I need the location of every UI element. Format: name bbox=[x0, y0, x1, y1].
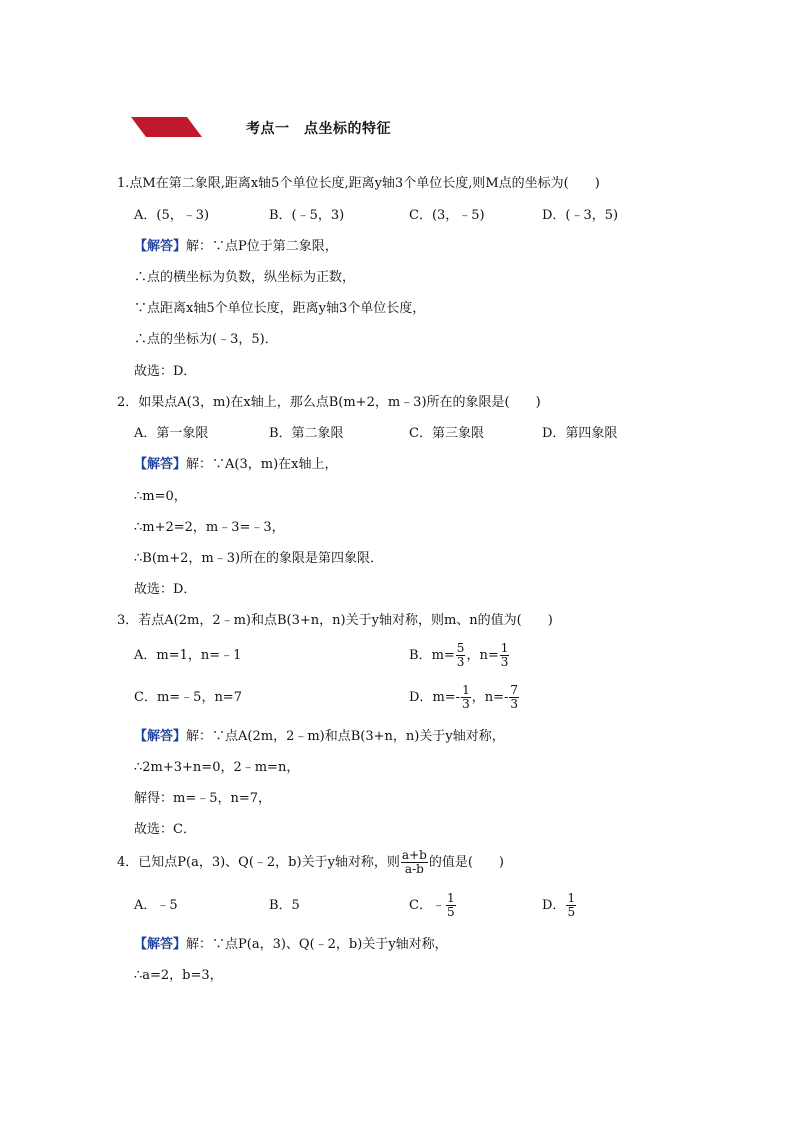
q2-solution-line-5: 故选：D． bbox=[134, 582, 197, 597]
q1-solution-line-2: ∴点的横坐标为负数，纵坐标为正数， bbox=[134, 270, 356, 285]
fraction: $\frac{5}{3}$ bbox=[456, 641, 465, 669]
q4-option-d: D． $\frac{1}{5}$ bbox=[542, 891, 576, 919]
q2-solution-line-1: 【解答】解：∵A(3，m)在x轴上， bbox=[134, 457, 338, 472]
q1-stem: 1.点M在第二象限,距离x轴5个单位长度,距离y轴3个单位长度,则M点的坐标为( ) bbox=[117, 176, 600, 191]
q3-option-d: D．m=- $\frac{1}{3}$ ，n=- $\frac{7}{3}$ bbox=[409, 683, 519, 711]
q2-option-d: D．第四象限 bbox=[542, 426, 618, 441]
q4-option-c: C．﹣ $\frac{1}{5}$ bbox=[409, 891, 455, 919]
section-banner-shape bbox=[131, 117, 202, 137]
fraction: $\frac{1}{3}$ bbox=[462, 683, 470, 711]
q3-option-c: C．m=﹣5，n=7 bbox=[134, 690, 242, 705]
answer-tag: 【解答】 bbox=[134, 239, 187, 254]
fraction: $\frac{1}{3}$ bbox=[500, 641, 509, 669]
q1-solution-line-4: ∴点的坐标为(﹣3，5)． bbox=[134, 332, 278, 347]
fraction: $\frac{a+b}{a-b}$ bbox=[401, 848, 427, 876]
q4-stem: 4．已知点P(a，3)、Q(﹣2，b)关于y轴对称，则 $\frac{a+b}{a-b}$ 的值是( ) bbox=[117, 848, 504, 876]
q1-solution-line-3: ∵点距离x轴5个单位长度，距离y轴3个单位长度， bbox=[134, 301, 426, 316]
q3-option-b: B．m= $\frac{5}{3}$ ，n= $\frac{1}{3}$ bbox=[409, 641, 509, 669]
q2-option-a: A．第一象限 bbox=[134, 426, 209, 441]
q3-solution-line-3: 解得：m=﹣5，n=7， bbox=[134, 791, 272, 806]
q1-option-b: B．(﹣5，3) bbox=[269, 208, 345, 223]
fraction: $\frac{1}{5}$ bbox=[446, 891, 455, 919]
q1-option-a: A．(5，﹣3) bbox=[134, 208, 210, 223]
q3-option-a: A．m=1，n=﹣1 bbox=[134, 648, 242, 663]
q3-solution-line-2: ∴2m+3+n=0，2﹣m=n， bbox=[134, 760, 300, 775]
q1-option-c: C．(3，﹣5) bbox=[409, 208, 485, 223]
q2-solution-line-4: ∴B(m+2，m﹣3)所在的象限是第四象限． bbox=[134, 551, 384, 566]
q3-solution-line-1: 【解答】解：∵点A(2m，2﹣m)和点B(3+n，n)关于y轴对称， bbox=[134, 729, 505, 744]
q1-solution-line-5: 故选：D． bbox=[134, 364, 197, 379]
fraction: $\frac{7}{3}$ bbox=[510, 683, 519, 711]
q2-option-b: B．第二象限 bbox=[269, 426, 344, 441]
answer-tag: 【解答】 bbox=[134, 729, 187, 744]
q4-option-a: A．﹣5 bbox=[134, 898, 178, 913]
fraction: $\frac{1}{5}$ bbox=[567, 891, 576, 919]
q2-solution-line-2: ∴m=0， bbox=[134, 489, 187, 504]
q4-solution-line-1: 【解答】解：∵点P(a，3)、Q(﹣2，b)关于y轴对称， bbox=[134, 937, 448, 952]
q1-solution-line-1: 【解答】解：∵点P位于第二象限， bbox=[134, 239, 338, 254]
q3-solution-line-4: 故选：C． bbox=[134, 822, 196, 837]
q1-option-d: D．(﹣3，5) bbox=[542, 208, 619, 223]
q2-solution-line-3: ∴m+2=2，m﹣3=﹣3， bbox=[134, 520, 285, 535]
q2-stem: 2．如果点A(3，m)在x轴上，那么点B(m+2，m﹣3)所在的象限是( ) bbox=[117, 395, 541, 410]
answer-tag: 【解答】 bbox=[134, 457, 187, 472]
answer-tag: 【解答】 bbox=[134, 937, 187, 952]
q2-option-c: C．第三象限 bbox=[409, 426, 484, 441]
section-title: 考点一 点坐标的特征 bbox=[246, 121, 391, 137]
q3-stem: 3．若点A(2m，2﹣m)和点B(3+n，n)关于y轴对称，则m、n的值为( ) bbox=[117, 613, 553, 628]
q4-solution-line-2: ∴a=2，b=3， bbox=[134, 968, 223, 983]
q4-option-b: B．5 bbox=[269, 898, 300, 913]
